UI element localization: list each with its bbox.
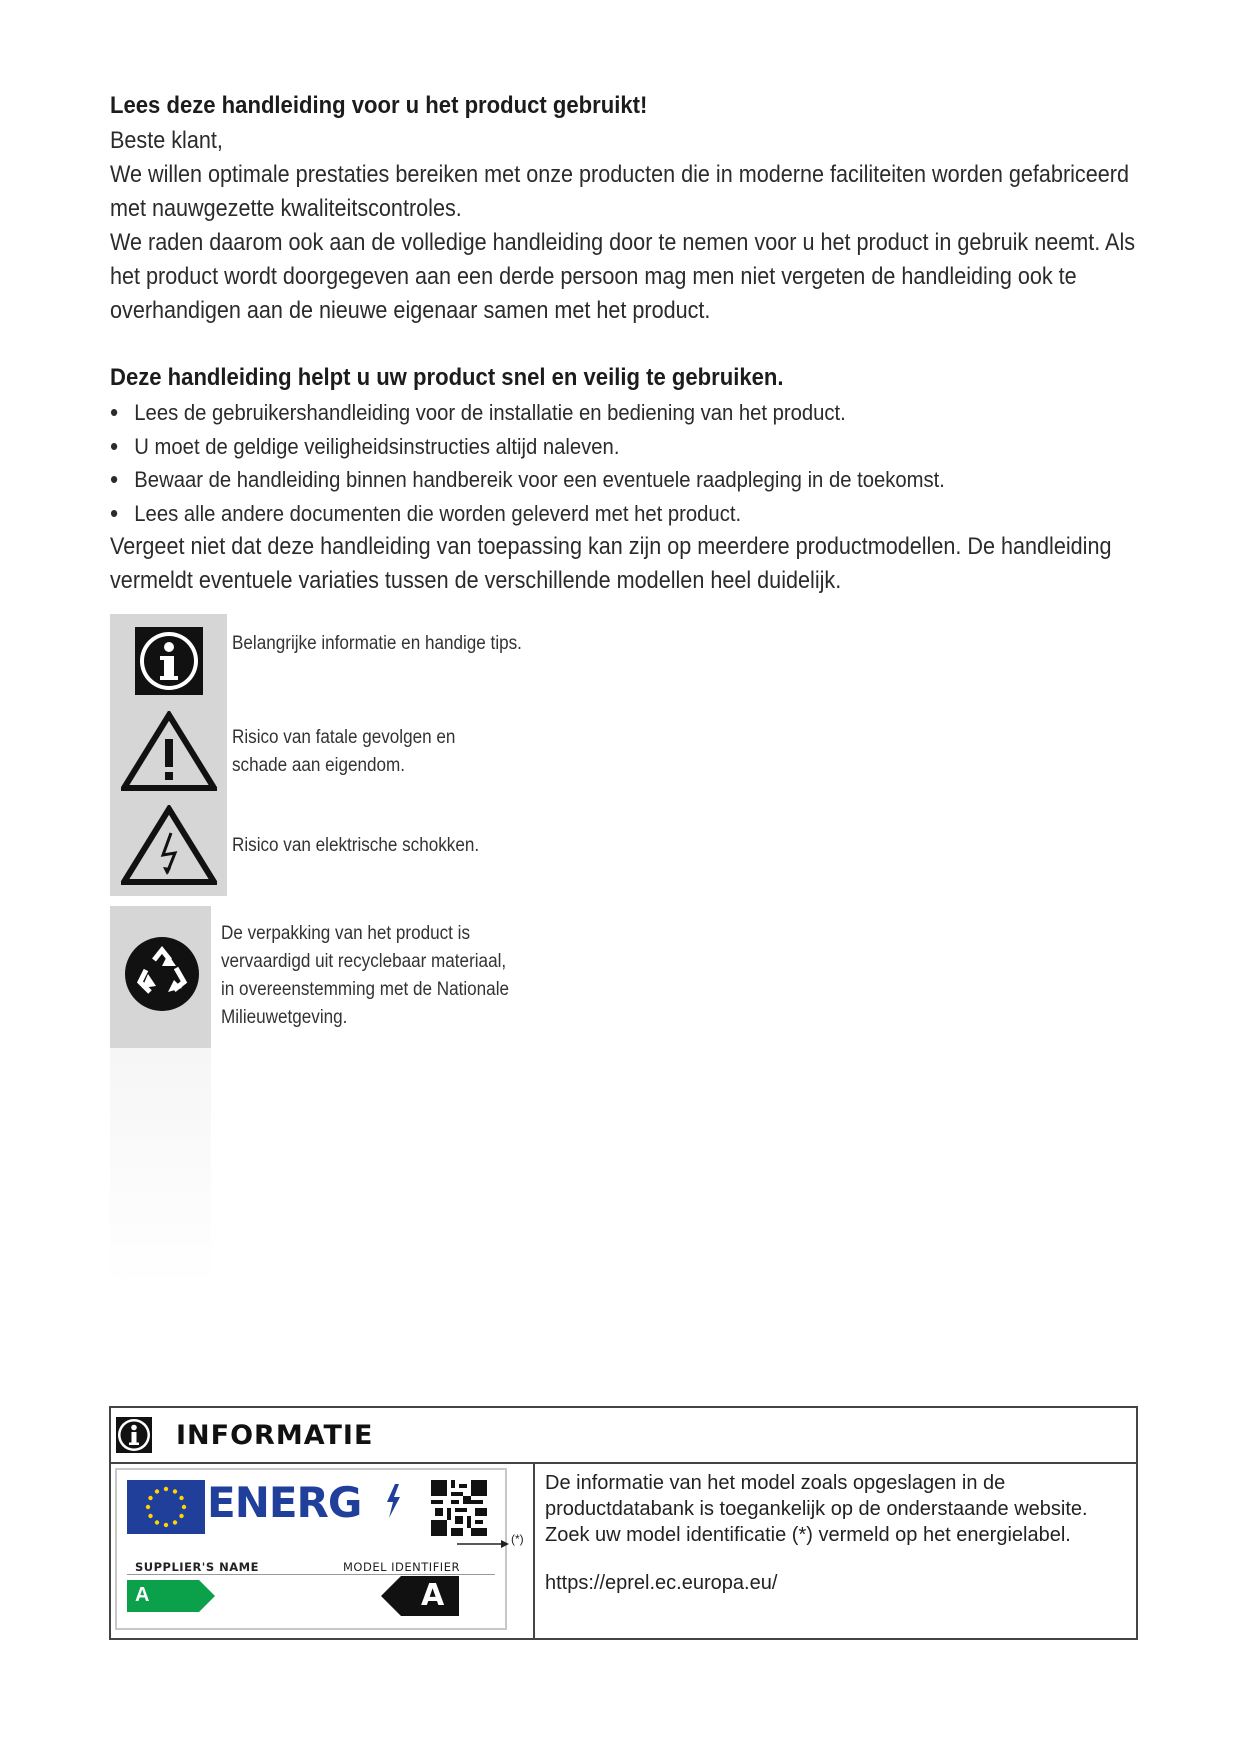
supplier-caption: SUPPLIER'S NAME: [135, 1560, 259, 1574]
warning-icon: [120, 712, 218, 790]
info-header: [111, 1408, 1136, 1464]
recycle-icon: [124, 936, 200, 1017]
list-item: • Lees de gebruikershandleiding voor de installatie en bediening van het product.: [110, 396, 1046, 430]
intro-heading: Lees deze handleiding voor u het product gebruikt!: [110, 92, 648, 119]
product-class-arrow: [381, 1576, 459, 1621]
info-icon: [115, 1416, 153, 1459]
guide-note: Vergeet niet dat deze handleiding van toepassing kan zijn op meerdere productmodellen. De handleiding vermeldt eventuele variaties tussen de verschillende modellen heel duidelijk.: [110, 533, 1112, 594]
info-box: [109, 1406, 1138, 1640]
model-caption: MODEL IDENTIFIER: [343, 1560, 460, 1574]
guide-bullet-list: [110, 396, 1150, 530]
identifier-marker: (*): [511, 1532, 524, 1546]
energy-label: [115, 1468, 507, 1630]
recycle-column: [110, 906, 211, 1048]
symbol-text-electric: Risico van elektrische schokken.: [232, 835, 480, 856]
symbol-text-info: Belangrijke informatie en handige tips.: [232, 633, 522, 654]
electric-shock-icon: [120, 806, 218, 884]
list-item: • Bewaar de handleiding binnen handbereik voor een eventuele raadpleging in de toekomst.: [110, 463, 1046, 497]
eprel-link[interactable]: https://eprel.ec.europa.eu/: [545, 1572, 778, 1594]
info-icon: [120, 622, 218, 700]
scale-class-letter: A: [135, 1584, 150, 1606]
intro-section: [110, 92, 1150, 598]
list-item: • U moet de geldige veiligheidsinstructies altijd naleven.: [110, 430, 1046, 464]
greeting: Beste klant,: [110, 127, 223, 154]
lightning-icon: [385, 1484, 401, 1523]
recycle-text: De verpakking van het product is vervaardigd uit recyclebaar materiaal, in overeenstemming met de Nationale Milieuwetgeving.: [221, 923, 510, 1028]
qr-code-icon: [431, 1480, 487, 1541]
label-separator: [127, 1574, 495, 1575]
info-title: INFORMATIE: [176, 1420, 374, 1451]
arrow-right-icon: [457, 1536, 509, 1554]
energy-brand: ENERG: [207, 1478, 362, 1527]
list-item: • Lees alle andere documenten die worden geleverd met het product.: [110, 497, 1046, 531]
intro-paragraph-2: We raden daarom ook aan de volledige handleiding door te nemen voor u het product in gebruik neemt. Als het product wordt doorgegeven aan een derde persoon mag men niet vergeten de handleiding ook te overhandigen aan de nieuwe eigenaar samen met het product.: [110, 229, 1136, 324]
product-class-letter: A: [421, 1578, 445, 1613]
scale-class-arrow: [127, 1580, 217, 1617]
info-description: De informatie van het model zoals opgeslagen in de productdatabank is toegankelijk op de onderstaande website. Zoek uw model identificatie (*) vermeld op het energielabel.: [545, 1472, 1088, 1546]
symbol-text-warning: Risico van fatale gevolgen en schade aan eigendom.: [232, 727, 456, 776]
intro-paragraph-1: We willen optimale prestaties bereiken met onze producten die in moderne faciliteiten worden gefabriceerd met nauwgezette kwaliteitscontroles.: [110, 161, 1129, 222]
guide-heading: Deze handleiding helpt u uw product snel en veilig te gebruiken.: [110, 364, 784, 391]
info-divider: [533, 1462, 535, 1638]
eu-flag-icon: [127, 1480, 205, 1539]
